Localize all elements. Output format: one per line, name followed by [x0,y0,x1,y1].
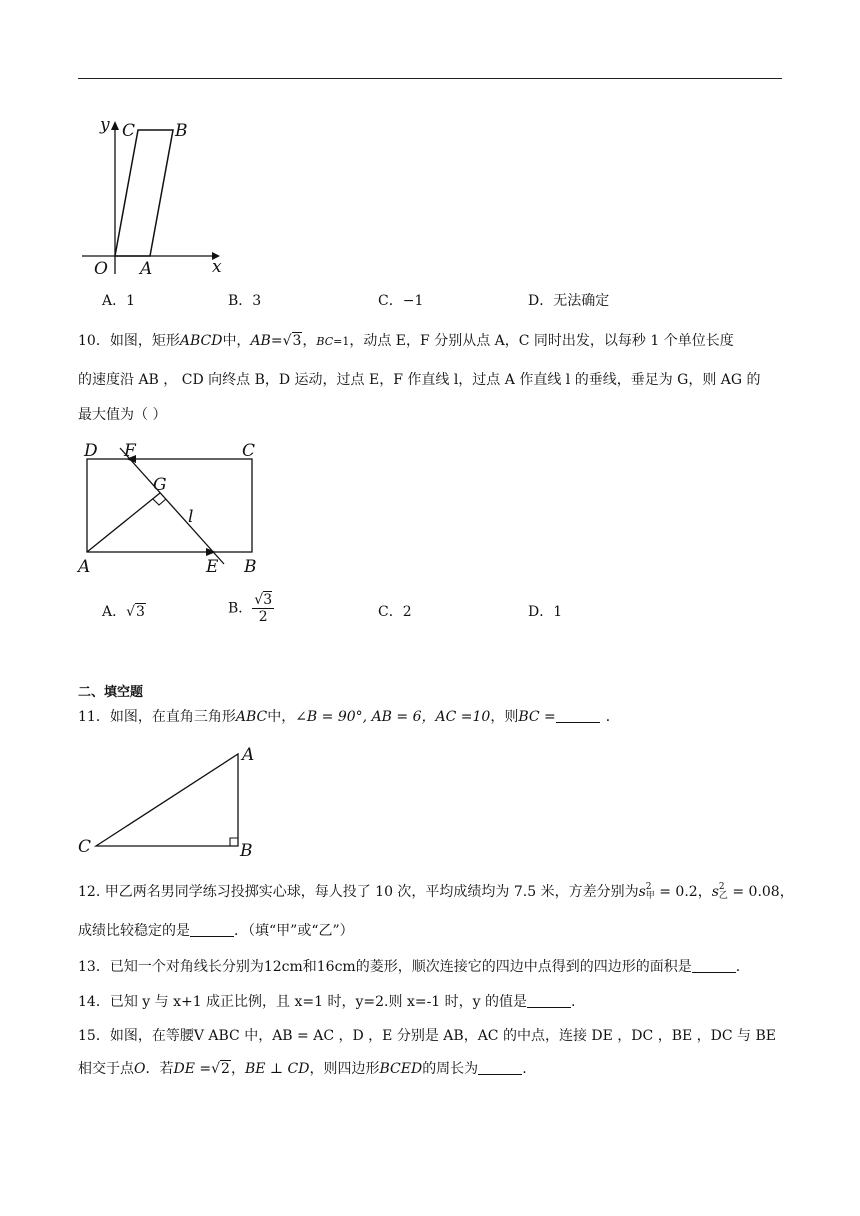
sqrt-3: √3 [282,333,302,349]
q11-text: 11．如图，在直角三角形ABC中，∠B = 90°, AB = 6，AC =10，则BC = ． [78,709,620,725]
right-angle-B [230,838,238,846]
q12-answer-blank[interactable] [190,922,234,937]
q10-rectangle-figure [74,438,274,578]
label-D: D [84,441,98,461]
q10-option-c: C．2 [378,604,412,620]
label-B: B [175,121,188,141]
q10-option-d: D．1 [528,604,563,620]
sqrt-2: √2 [211,1061,230,1077]
q15-answer-blank[interactable] [478,1060,522,1075]
parallelogram-oabc [115,130,173,256]
label-C: C [122,121,136,141]
y-axis-arrow [111,121,119,130]
q14-text: 14．已知 y 与 x+1 成正比例，且 x=1 时，y=2.则 x=-1 时，y 的值是 . [78,994,576,1010]
q12-line2: 成绩比较稳定的是 ．（填“甲”或“乙”） [78,923,354,939]
label-O: O [94,259,108,279]
label-E: E [206,557,219,577]
triangle-abc [96,754,238,846]
label-A: A [242,745,255,765]
rectangle-abcd [87,459,252,552]
q10-line3: 最大值为（ ） [78,407,167,423]
header-rule [78,78,782,79]
q9-option-a: A．1 [102,293,136,309]
q10-option-a: A．√3 [102,604,145,620]
q9-option-b: B．3 [228,293,262,309]
label-y: y [100,115,110,135]
q15-line2: 相交于点O．若DE =√2，BE ⊥ CD，则四边形BCED的周长为 . [78,1061,527,1077]
section-title: 二、填空题 [78,685,144,700]
label-A: A [78,557,91,577]
right-angle-G [153,499,166,505]
q9-option-d: D．无法确定 [528,293,610,309]
label-x: x [212,257,222,277]
q13-text: 13．已知一个对角线长分别为12cm和16cm的菱形，顺次连接它的四边中点得到的四边形的面积是 . [78,959,741,975]
q14-answer-blank[interactable] [527,993,571,1008]
q11-triangle-figure [74,742,264,862]
label-B: B [240,841,253,861]
q10-option-b: B． $\frac{√3}{2}$ [228,592,273,625]
label-F: F [124,441,136,461]
q9-coordinate-figure [78,110,238,280]
q15-line1: 15．如图，在等腰V ABC 中，AB = AC ，D ，E 分别是 AB，AC 的中点，连接 DE ，DC ，BE ，DC 与 BE [78,1028,776,1044]
q12-line1: 12. 甲乙两名男同学练习投掷实心球，每人投了 10 次，平均成绩均为 7.5 米，方差分别为s 2 甲 = 0.2，s 2 乙 = 0.08， [78,882,794,901]
q10-line1: 10．如图，矩形ABCD中，AB=√3，BC=1，动点 E，F 分别从点 A，C 同时出发，以每秒 1 个单位长度 [78,333,734,349]
q10-line2: 的速度沿 AB ， CD 向终点 B，D 运动，过点 E，F 作直线 l，过点 A 作直线 l 的垂线，垂足为 G，则 AG 的 [78,372,761,388]
q13-answer-blank[interactable] [692,958,736,973]
label-A: A [140,259,153,279]
segment-AG [87,493,160,552]
q11-answer-blank[interactable] [556,708,600,723]
label-C: C [78,837,92,857]
label-l: l [188,507,194,527]
line-l [120,448,224,564]
label-G: G [153,475,167,495]
q9-option-c: C．−1 [378,293,424,309]
label-C: C [242,441,256,461]
label-B: B [244,557,257,577]
